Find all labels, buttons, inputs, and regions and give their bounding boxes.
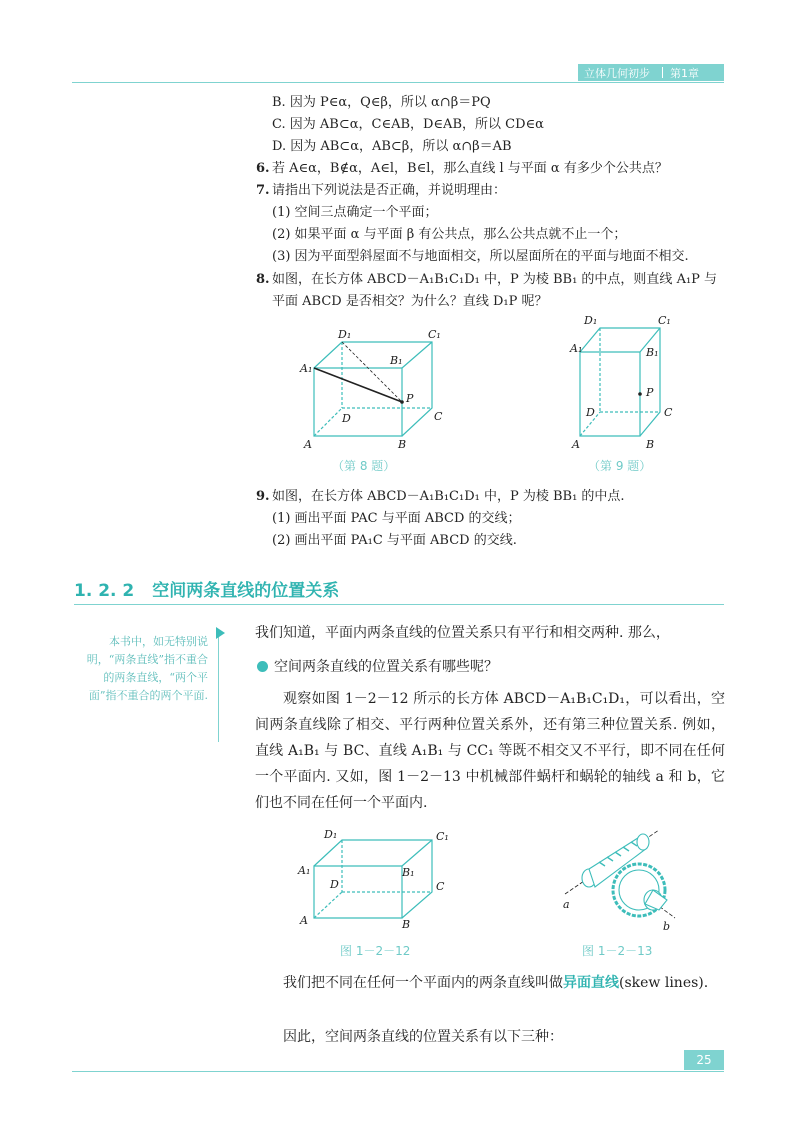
label-d1: D₁ [584, 314, 598, 327]
side-note-bracket [212, 632, 219, 742]
point-p [638, 392, 642, 396]
section-number: 1. 2. 2 [74, 581, 135, 601]
q6-number: 6. [256, 161, 270, 176]
label-b1: B₁ [390, 354, 403, 367]
header-rule [72, 82, 724, 83]
label-c1: C₁ [436, 830, 449, 843]
q9-item-2: (2) 画出平面 PA₁C 与平面 ABCD 的交线. [272, 533, 517, 548]
guiding-question [257, 654, 727, 680]
bullet-dot-icon [257, 661, 268, 672]
label-c: C [436, 880, 445, 893]
label-a1: A₁ [570, 342, 583, 355]
label-d1: D₁ [324, 828, 338, 841]
figure-1-2-12-cuboid [290, 826, 460, 936]
label-b: B [402, 918, 411, 931]
header-section: 立体几何初步 [584, 67, 650, 80]
header-divider [662, 67, 663, 78]
header-chapter: 第1章 [670, 67, 699, 80]
segment-a1p [314, 368, 402, 402]
label-a: a [563, 898, 570, 911]
label-a1: A₁ [300, 362, 313, 375]
label-d: D [586, 406, 595, 419]
label-b1: B₁ [646, 346, 659, 359]
question-text: 空间两条直线的位置关系有哪些呢？ [274, 659, 498, 675]
back-edges [314, 342, 432, 436]
figure-8-caption: （第 8 题） [332, 459, 396, 473]
section-title: 空间两条直线的位置关系 [152, 581, 340, 601]
figure-1-2-12-caption: 图 1－2－12 [340, 944, 411, 958]
point-p [400, 400, 404, 404]
front-face [314, 368, 402, 436]
paragraph-intro: 我们知道，平面内两条直线的位置关系只有平行和相交两种. 那么， [255, 625, 670, 641]
paragraph-observation: 观察如图 1－2－12 所示的长方体 ABCD－A₁B₁C₁D₁，可以看出，空间两条直线除了相交、平行两种位置关系外，还有第三种位置关系. 例如，直线 A₁B₁ 与 BC、直线 A₁B₁ 与 CC₁ 等既不相交又不平行，即不同在任何一个平面内. 又如，图 1－2－13 中机械部件蜗杆和蜗轮的轴线 a 和 b，它们也不同在任何一个平面内. [255, 691, 725, 811]
side-note-arrow-icon [216, 627, 225, 639]
q7-item-1: (1) 空间三点确定一个平面； [272, 205, 438, 220]
worm-wheel [613, 864, 667, 916]
label-d1: D₁ [338, 328, 352, 341]
side-note: 本书中，如无特别说明，“两条直线”指不重合的两条直线，“两个平面”指不重合的两个平面. [86, 635, 208, 702]
q7-item-3: (3) 因为平面型斜屋面不与地面相交，所以屋面所在的平面与地面不相交. [272, 249, 689, 264]
q7-number: 7. [256, 183, 270, 198]
figure-8-cuboid [290, 328, 460, 458]
definition-prefix: 我们把不同在任何一个平面内的两条直线叫做 [283, 975, 563, 991]
term-skew-lines: 异面直线 [563, 975, 619, 991]
label-b: B [398, 438, 407, 451]
q9-number: 9. [256, 489, 270, 504]
label-a: A [304, 438, 312, 451]
q8-text-line1: 如图，在长方体 ABCD－A₁B₁C₁D₁ 中，P 为棱 BB₁ 的中点，则直线 A₁P 与 [272, 272, 718, 287]
figure-9-caption: （第 9 题） [588, 459, 652, 473]
segment-d1p [342, 342, 402, 402]
option-c: C. 因为 AB⊂α，C∈AB，D∈AB，所以 CD∈α [272, 117, 544, 132]
label-b: B [646, 438, 655, 451]
q8-number: 8. [256, 272, 270, 287]
label-c: C [664, 406, 673, 419]
q9-item-1: (1) 画出平面 PAC 与平面 ABCD 的交线； [272, 511, 521, 526]
label-c1: C₁ [658, 314, 671, 327]
label-d: D [342, 412, 351, 425]
section-heading [74, 576, 339, 601]
label-c1: C₁ [428, 328, 441, 341]
option-d: D. 因为 AB⊂α，AB⊂β，所以 α∩β＝AB [272, 139, 512, 154]
q9-text: 如图，在长方体 ABCD－A₁B₁C₁D₁ 中，P 为棱 BB₁ 的中点. [272, 489, 625, 504]
label-d: D [330, 878, 339, 891]
figure-1-2-13-caption: 图 1－2－13 [582, 944, 653, 958]
section-rule [74, 604, 724, 605]
definition-suffix: (skew lines). [619, 975, 709, 991]
label-c: C [434, 410, 443, 423]
figure-9-cuboid [570, 312, 690, 462]
label-p: P [406, 392, 414, 405]
label-b1: B₁ [402, 866, 415, 879]
q6-text: 若 A∈α，B∉α，A∈l，B∈l，那么直线 l 与平面 α 有多少个公共点？ [272, 161, 668, 176]
paragraph-conclusion: 因此，空间两条直线的位置关系有以下三种： [283, 1029, 563, 1045]
paragraph-definition [255, 970, 725, 996]
figure-1-2-13-worm-gear [555, 818, 695, 938]
page-number: 25 [684, 1050, 724, 1070]
label-p: P [646, 386, 654, 399]
label-a: A [572, 438, 580, 451]
label-a1: A₁ [298, 864, 311, 877]
option-b: B. 因为 P∈α，Q∈β，所以 α∩β＝PQ [272, 95, 491, 110]
label-a: A [300, 914, 308, 927]
header-bar [578, 64, 724, 81]
q8-text-line2: 平面 ABCD 是否相交？为什么？直线 D₁P 呢？ [272, 294, 548, 309]
q7-text: 请指出下列说法是否正确，并说明理由： [272, 183, 507, 198]
label-b: b [663, 920, 671, 933]
q7-item-2: (2) 如果平面 α 与平面 β 有公共点，那么公共点就不止一个； [272, 227, 627, 242]
footer-rule [72, 1071, 724, 1072]
